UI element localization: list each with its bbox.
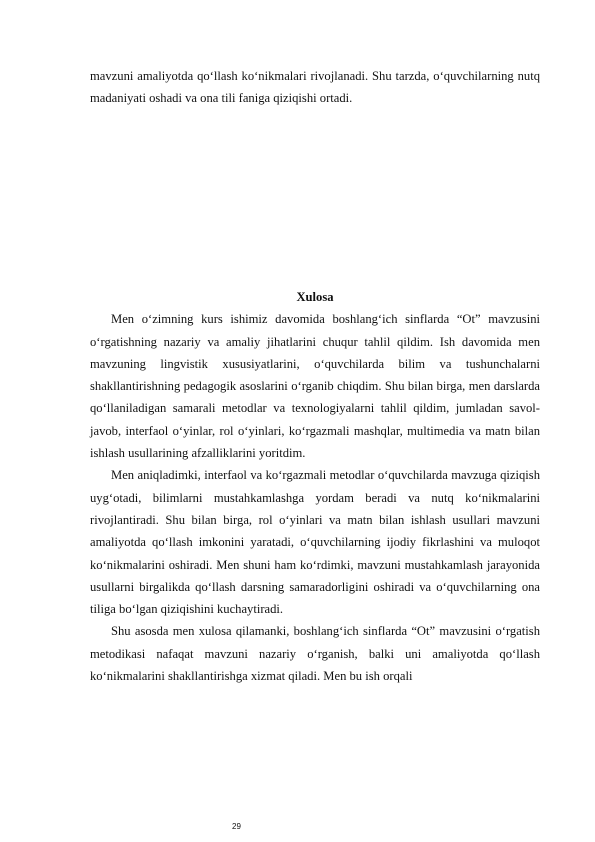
page-number: 29 bbox=[232, 822, 241, 831]
conclusion-section bbox=[90, 286, 540, 687]
continued-text-block bbox=[90, 65, 540, 110]
section-heading: Xulosa bbox=[296, 290, 334, 304]
conclusion-paragraph-1: Men o‘zimning kurs ishimiz davomida boshlang‘ich sinflarda “Ot” mavzusini o‘rgatishning nazariy va amaliy jihatlarini chuqur tahlil qildim. Ish davomida men mavzuning lingvistik xususiyatlarini, o‘quvchilarda bilim va tushunchalarni shakllantirishning pedagogik asoslarini o‘rganib chiqdim. Shu bilan birga, men darslarda qo‘llaniladigan samarali metodlar va texnologiyalarni tahlil qildim, jumladan savol-javob, interfaol o‘yinlar, rol o‘yinlari, ko‘rgazmali mashqlar, multimedia va matn bilan ishlash usullarining afzalliklarini yoritdim. bbox=[90, 312, 540, 461]
conclusion-paragraph-2: Men aniqladimki, interfaol va ko‘rgazmali metodlar o‘quvchilarda mavzuga qiziqish uyg‘otadi, bilimlarni mustahkamlashga yordam beradi va nutq ko‘nikmalarini rivojlantiradi. Shu bilan birga, rol o‘yinlari va matn bilan ishlash usullari mavzuni amaliyotda qo‘llash imkonini yaratadi, o‘quvchilarning ijodiy fikrlashini va muloqot ko‘nikmalarini oshiradi. Men shuni ham ko‘rdimki, mavzuni mustahkamlash jarayonida usullarni birgalikda qo‘llash darsning samaradorligini oshiradi va o‘quvchilarning ona tiliga bo‘lgan qiziqishini kuchaytiradi. bbox=[90, 468, 540, 617]
conclusion-paragraph-3: Shu asosda men xulosa qilamanki, boshlang‘ich sinflarda “Ot” mavzusini o‘rgatish metodikasi nafaqat mavzuni nazariy o‘rganish, balki uni amaliyotda qo‘llash ko‘nikmalarini shakllantirishga xizmat qiladi. Men bu ish orqali bbox=[90, 624, 540, 684]
continued-paragraph: mavzuni amaliyotda qo‘llash ko‘nikmalari rivojlanadi. Shu tarzda, o‘quvchilarning nutq madaniyati oshadi va ona tili faniga qiziqishi ortadi. bbox=[90, 69, 540, 106]
